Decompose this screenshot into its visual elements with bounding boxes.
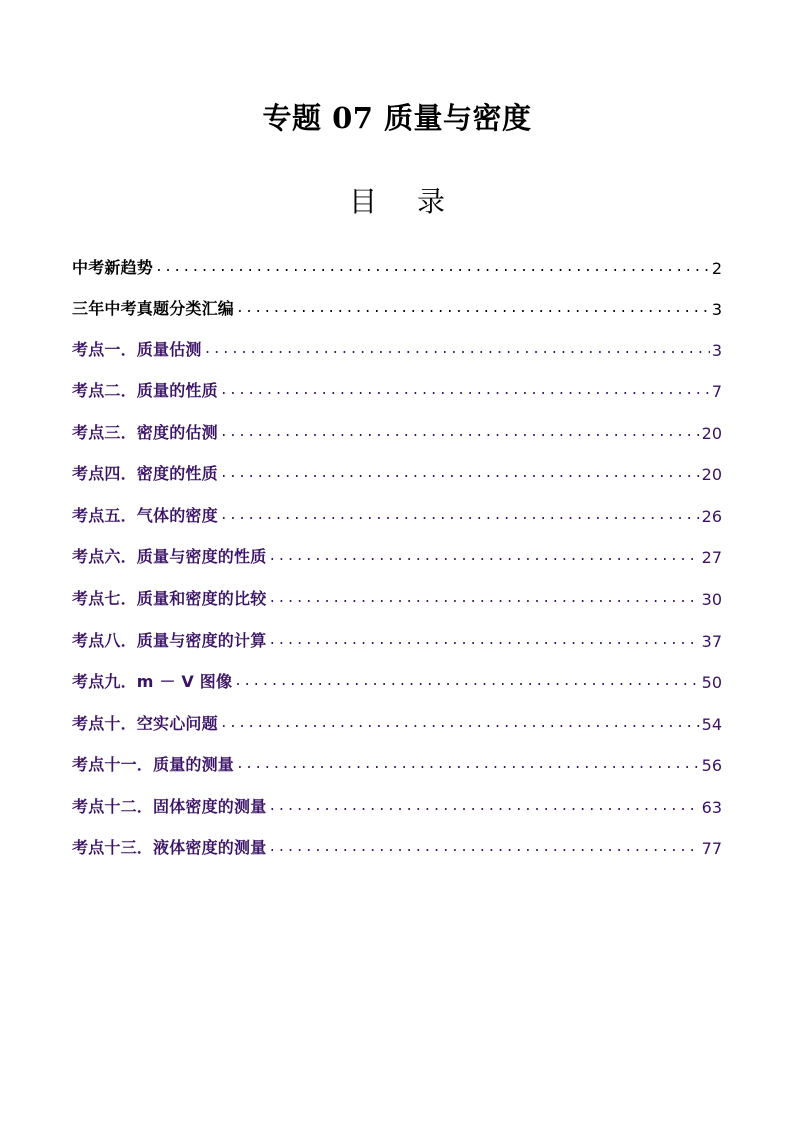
toc-item-label: 考点十三．液体密度的测量 (72, 838, 267, 857)
toc-page-number: 27 (701, 548, 722, 567)
dot-leader (220, 508, 700, 523)
dot-leader (204, 342, 710, 357)
dot-leader (268, 840, 699, 855)
toc-item-exam-compilation[interactable] (72, 293, 722, 319)
toc-page-number: 3 (711, 300, 722, 319)
toc-page-number: 30 (701, 590, 722, 609)
dot-leader (236, 757, 700, 772)
toc-item-topic-13[interactable] (72, 832, 722, 858)
document-title: 专题 07 质量与密度 (262, 101, 532, 135)
dot-leader (220, 383, 710, 398)
toc-page-number: 37 (701, 632, 722, 651)
toc-page-number: 3 (711, 341, 722, 360)
toc-heading-left: 目 (348, 185, 377, 218)
dot-leader (268, 633, 699, 648)
dot-leader (268, 799, 699, 814)
toc-item-topic-11[interactable] (72, 749, 722, 775)
dot-leader (236, 301, 710, 316)
toc-page-number: 26 (701, 507, 722, 526)
dot-leader (268, 591, 699, 606)
toc-item-label: 考点四．密度的性质 (72, 464, 218, 483)
toc-item-label: 考点五．气体的密度 (72, 506, 218, 525)
toc-item-label: 考点九．m － V 图像 (72, 672, 233, 691)
toc-page-number: 20 (701, 465, 722, 484)
toc-page-number: 77 (701, 839, 722, 858)
toc-item-topic-10[interactable] (72, 708, 722, 734)
dot-leader (220, 425, 700, 440)
toc-item-label: 考点六．质量与密度的性质 (72, 547, 267, 566)
toc-item-label: 中考新趋势 (72, 258, 154, 277)
toc-item-label: 考点十二．固体密度的测量 (72, 797, 267, 816)
toc-item-topic-3[interactable] (72, 417, 722, 443)
toc-page-number: 20 (701, 424, 722, 443)
toc-item-topic-8[interactable] (72, 625, 722, 651)
toc-page-number: 50 (701, 673, 722, 692)
toc-item-topic-7[interactable] (72, 583, 722, 609)
toc-page-number: 56 (701, 756, 722, 775)
toc-item-topic-9[interactable] (72, 666, 722, 692)
dot-leader (220, 716, 700, 731)
toc-item-label: 考点三．密度的估测 (72, 423, 218, 442)
toc-item-label: 考点十一．质量的测量 (72, 755, 235, 774)
toc-item-topic-6[interactable] (72, 541, 722, 567)
dot-leader (220, 466, 700, 481)
dot-leader (155, 260, 710, 275)
toc-item-label: 考点十．空实心问题 (72, 714, 218, 733)
toc-page-number: 7 (711, 382, 722, 401)
toc-heading (0, 180, 794, 220)
toc-item-new-trends[interactable] (72, 252, 722, 278)
toc-item-label: 考点一．质量估测 (72, 340, 202, 359)
toc-item-topic-5[interactable] (72, 500, 722, 526)
toc-page-number: 54 (701, 715, 722, 734)
toc-item-topic-12[interactable] (72, 791, 722, 817)
toc-item-label: 考点二．质量的性质 (72, 381, 218, 400)
toc-item-label: 考点七．质量和密度的比较 (72, 589, 267, 608)
dot-leader (268, 549, 699, 564)
toc-item-label: 考点八．质量与密度的计算 (72, 631, 267, 650)
toc-item-topic-2[interactable] (72, 375, 722, 401)
toc-item-topic-1[interactable] (72, 334, 722, 360)
toc-page-number: 2 (711, 259, 722, 278)
toc-heading-right: 录 (417, 185, 446, 218)
toc-page-number: 63 (701, 798, 722, 817)
toc-item-label: 三年中考真题分类汇编 (72, 299, 235, 318)
dot-leader (234, 674, 699, 689)
toc-item-topic-4[interactable] (72, 458, 722, 484)
